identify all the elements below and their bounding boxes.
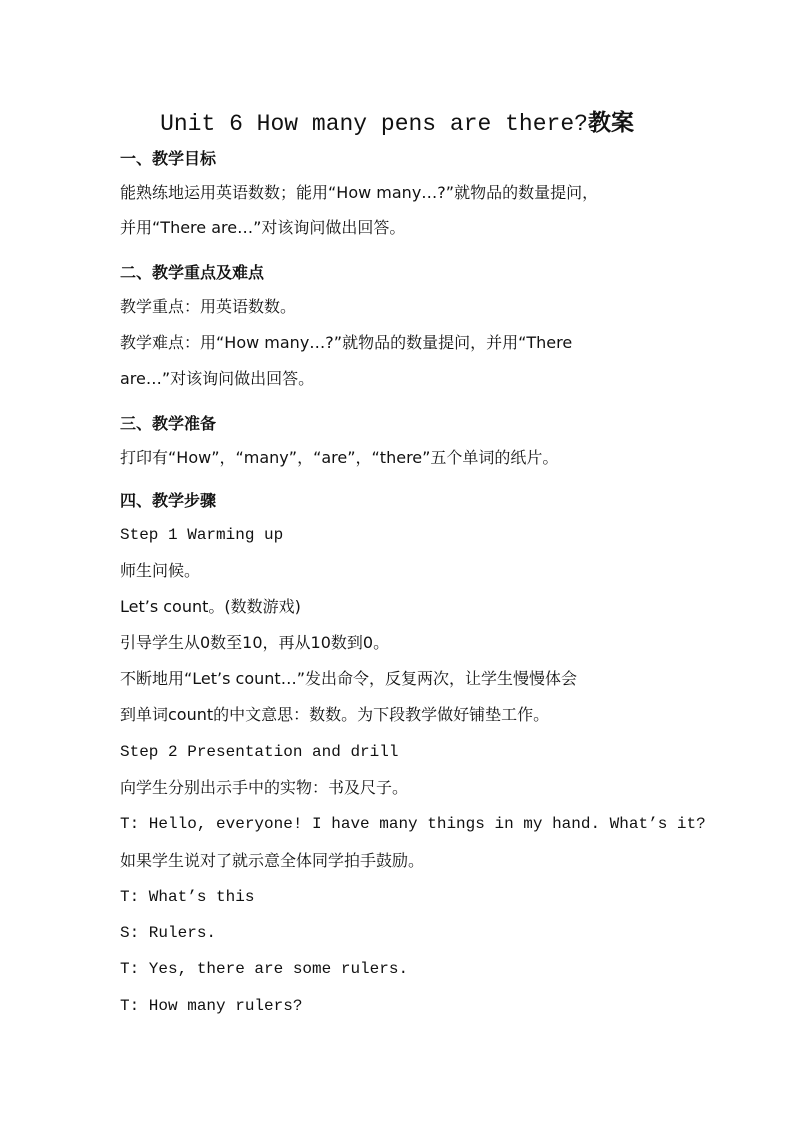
- dialogue-line: T: Hello, everyone! I have many things in my hand. What’s it?: [120, 815, 706, 833]
- paragraph-line: 教学重点：用英语数数。: [120, 297, 297, 316]
- paragraph-line: 教学难点：用“How many…?”就物品的数量提问，并用“There: [120, 333, 573, 352]
- paragraph-line: are…”对该询问做出回答。: [120, 369, 315, 388]
- paragraph-line: 不断地用“Let’s count…”发出命令，反复两次，让学生慢慢体会: [120, 669, 577, 688]
- section-heading-steps: 四、教学步骤: [120, 491, 217, 510]
- dialogue-line: T: How many rulers?: [120, 997, 303, 1015]
- step-title: Step 2 Presentation and drill: [120, 743, 399, 761]
- dialogue-line: S: Rulers.: [120, 924, 217, 942]
- paragraph-line: 能熟练地运用英语数数；能用“How many…?”就物品的数量提问，: [120, 183, 599, 202]
- section-heading-key-points: 二、教学重点及难点: [120, 263, 265, 282]
- paragraph-line: 向学生分别出示手中的实物：书及尺子。: [120, 778, 409, 797]
- dialogue-line: T: What’s this: [120, 888, 255, 906]
- section-heading-objectives: 一、教学目标: [120, 149, 217, 168]
- paragraph-line: 师生问候。: [120, 561, 201, 580]
- section-heading-preparation: 三、教学准备: [120, 414, 217, 433]
- title-chinese: 教案: [587, 110, 634, 136]
- paragraph-line: Let’s count。(数数游戏): [120, 597, 301, 616]
- paragraph-line: 到单词count的中文意思：数数。为下段教学做好铺垫工作。: [120, 705, 550, 724]
- title-english: Unit 6 How many pens are there?: [160, 111, 588, 137]
- paragraph-line: 如果学生说对了就示意全体同学拍手鼓励。: [120, 851, 425, 870]
- paragraph-line: 打印有“How”，“many”，“are”，“there”五个单词的纸片。: [120, 448, 559, 467]
- paragraph-line: 并用“There are…”对该询问做出回答。: [120, 218, 406, 237]
- step-title: Step 1 Warming up: [120, 526, 284, 544]
- paragraph-line: 引导学生从0数至10，再从10数到0。: [120, 633, 390, 652]
- document-title: [0, 104, 794, 137]
- dialogue-line: T: Yes, there are some rulers.: [120, 960, 409, 978]
